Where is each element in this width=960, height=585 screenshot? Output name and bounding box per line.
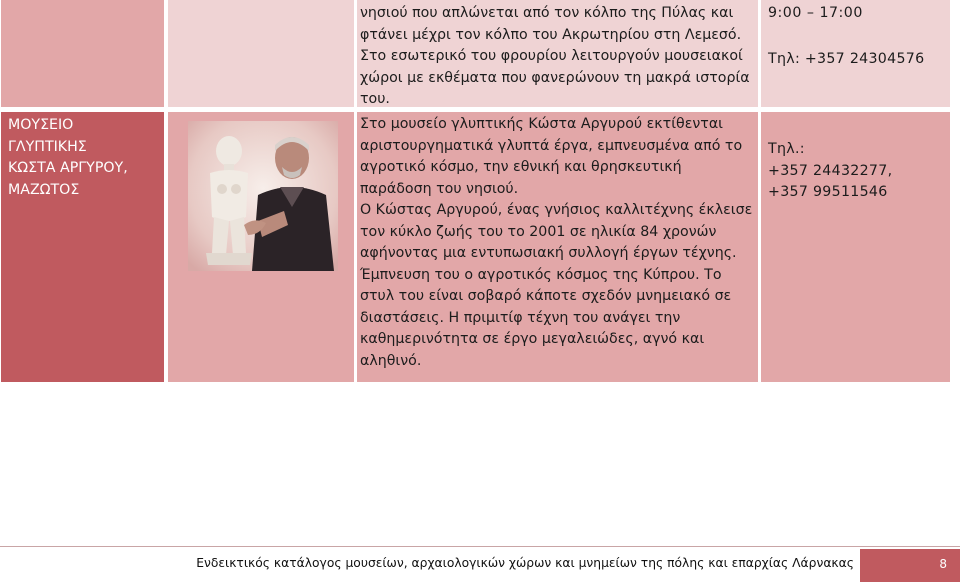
description-line: Στο εσωτερικό του φρουρίου λειτουργούν μουσειακοί [360,48,743,64]
description-line: διαστάσεις. Η πριμιτίφ τέχνη του ανάγει την [360,309,681,326]
page-number-box [860,549,960,582]
row2-info-cell [761,112,950,382]
description-line: αριστουργηματικά γλυπτά έργα, εμπνευσμένα από το [360,137,743,154]
row1-name-cell [1,0,164,107]
row1-photo-cell [168,0,354,107]
row2-photo-cell [168,112,354,382]
museum-name-line: ΜΑΖΩΤΟΣ [8,181,80,198]
museum-name-line: ΜΟΥΣΕΙΟ [8,117,74,133]
description-line: αφήνοντας μια εντυπωσιακή συλλογή έργων τέχνης. [360,245,737,261]
page-number: 8 [939,557,947,571]
row2-description-cell [357,112,758,382]
description-line: χώροι με εκθέματα που φανερώνουν τη μακρά ιστορία [360,69,750,86]
opening-hours: 9:00 – 17:00 [768,5,863,21]
phone-number: Τηλ: +357 24304576 [768,51,925,67]
description-line: Στο μουσείο γλυπτικής Κώστα Αργυρού εκτίθενται [360,116,723,132]
row1-description [357,0,758,111]
footer-caption: Ενδεικτικός κατάλογος μουσείων, αρχαιολογικών χώρων και μνημείων της πόλης και επαρχίας Λάρνακας [196,556,854,570]
description-line: αγροτικό κόσμο, την εθνική και θρησκευτική [360,159,682,175]
museum-name-line: ΚΩΣΤΑ ΑΡΓΥΡΟΥ, [8,160,128,176]
phone-label: Τηλ.: [768,141,805,157]
row2-description [357,112,758,372]
row2-name-cell [1,112,164,382]
description-line: στυλ του είναι σοβαρό κάποτε σχεδόν μνημειακό σε [360,288,732,304]
description-line: Ο Κώστας Αργυρού, ένας γνήσιος καλλιτέχνης έκλεισε [360,202,753,218]
description-line: Έμπνευση του ο αγροτικός κόσμος της Κύπρου. Το [360,266,722,283]
museum-name [1,112,164,201]
sculptor-with-sculpture-photo [188,121,338,271]
phone-number: +357 24432277, [768,162,893,179]
row1-info-cell [761,0,950,107]
description-line: φτάνει μέχρι τον κόλπο του Ακρωτηρίου στη Λεμεσό. [360,26,742,43]
contact-info [761,112,950,204]
mobile-number: +357 99511546 [768,184,888,200]
description-line: αληθινό. [360,352,422,369]
description-line: καθημερινότητα σε έργο μεγαλειώδες, αγνό και [360,331,705,347]
description-line: τον κύκλο ζωής του το 2001 σε ηλικία 84 χρονών [360,223,717,240]
description-line: νησιού που απλώνεται από τον κόλπο της Πύλας και [360,5,734,21]
museum-name-line: ΓΛΥΠΤΙΚΗΣ [8,138,87,155]
description-line: παράδοση του νησιού. [360,180,519,197]
footer-divider [0,546,960,547]
row1-description-cell [357,0,758,107]
description-line: του. [360,91,390,107]
